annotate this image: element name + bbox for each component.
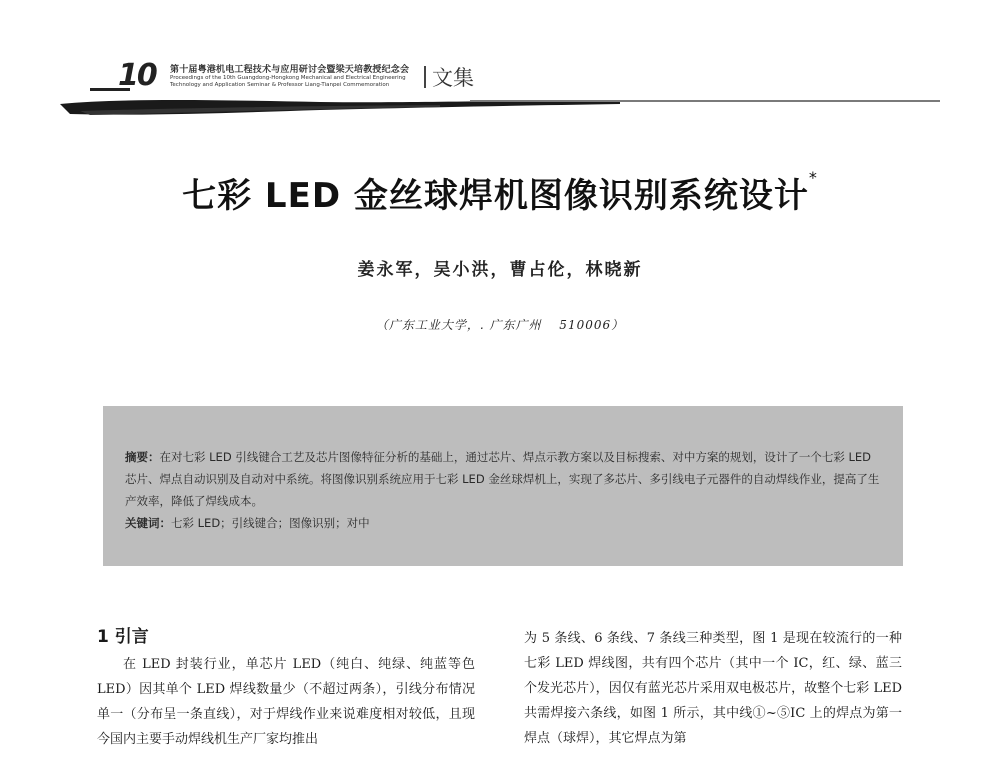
body-paragraph-right: 为 5 条线、6 条线、7 条线三种类型，图 1 是现在较流行的一种七彩 LED 焊线图，共有四个芯片（其中一个 IC，红、绿、蓝三个发光芯片），因仅有蓝光芯片采用双电极芯片，故整个七彩 LED 共需焊接六条线，如图 1 所示，其中线①~⑤IC 上的焊点为第一焊点（球焊），其它焊点为第	[524, 631, 902, 746]
abstract-label: 摘要：	[125, 450, 160, 464]
keywords-text: 七彩 LED；引线键合；图像识别；对中	[171, 516, 370, 530]
abstract	[125, 446, 885, 534]
paper-title	[0, 168, 1000, 217]
paper-title-text: 七彩 LED 金丝球焊机图像识别系统设计	[182, 176, 809, 216]
conference-info	[170, 62, 420, 89]
abstract-text: 在对七彩 LED 引线键合工艺及芯片图像特征分析的基础上，通过芯片、焊点示教方案以及目标搜索、对中方案的规划，设计了一个七彩 LED 芯片、焊点自动识别及自动对中系统。将图像识别系统应用于七彩 LED 金丝球焊机上，实现了多芯片、多引线电子元器件的自动焊线作业，提高了生产效率，降低了焊线成本。	[125, 450, 880, 508]
body-paragraph-left: 在 LED 封装行业，单芯片 LED（纯白、纯绿、纯蓝等色 LED）因其单个 LED 焊线数量少（不超过两条），引线分布情况单一（分布呈一条直线），对于焊线作业来说难度相对较低，且现今国内主要手动焊线机生产厂家均推出	[97, 657, 475, 747]
header-separator	[424, 66, 426, 88]
header-rule	[470, 100, 940, 102]
keywords-line	[125, 512, 885, 534]
body-left-column	[97, 625, 475, 752]
section-heading: 1 引言	[97, 627, 149, 647]
conference-name-cn: 第十届粤港机电工程技术与应用研讨会暨梁天培教授纪念会	[170, 65, 410, 75]
title-footnote-mark: *	[808, 168, 818, 187]
conference-name-en-1: Proceedings of the 10th Guangdong-Hongkong Mechanical and Electrical Engineering	[170, 75, 406, 81]
body-right-column	[524, 626, 902, 751]
paper-authors: 姜永军，吴小洪，曹占伦，林晓新	[357, 260, 643, 280]
conference-logo-number: 10	[118, 58, 156, 93]
keywords-label: 关键词：	[125, 516, 171, 530]
abstract-paragraph	[125, 446, 885, 512]
conference-name-en-2: Technology and Application Seminar & Professor Liang-Tianpei Commemoration	[170, 82, 390, 88]
section-label: 文集	[432, 66, 474, 90]
paper-affiliation: （广东工业大学，. 广东广州 510006）	[375, 318, 625, 332]
